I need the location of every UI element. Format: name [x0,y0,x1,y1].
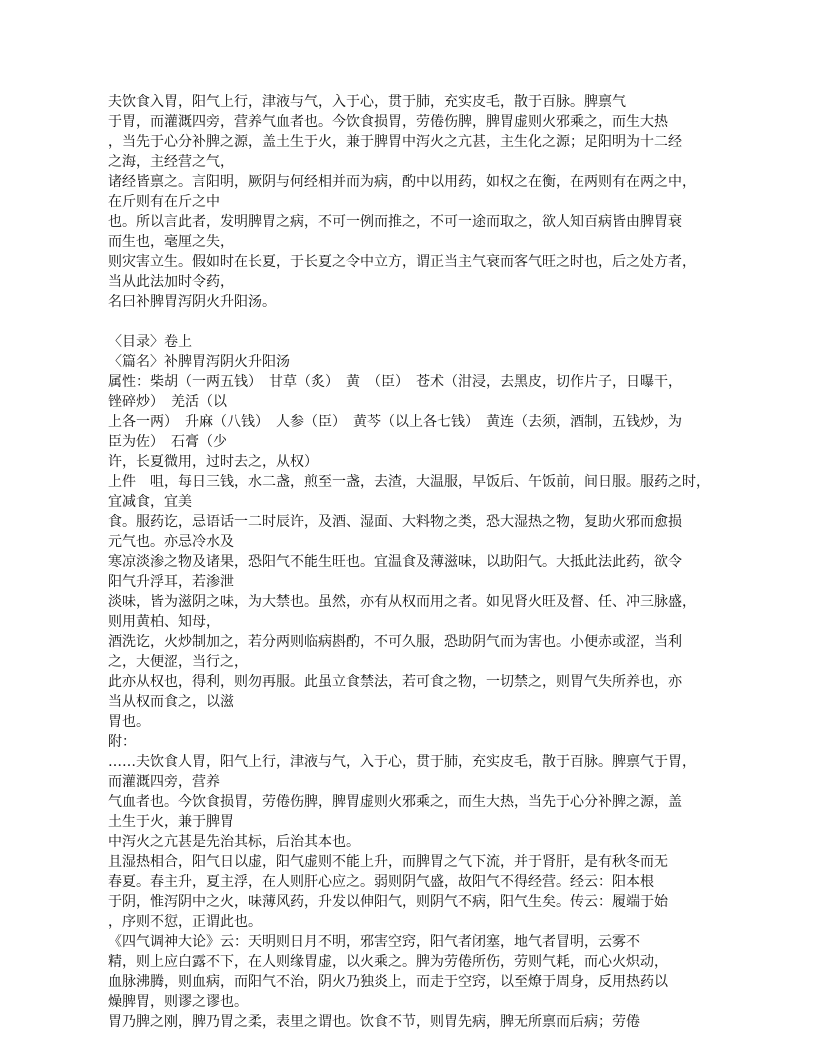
text-line: 附： [108,734,136,750]
text-line: 精，则上应白露不下，在人则缘胃虚，以火乘之。脾为劳倦所伤，劳则气耗，而心火炽动， [108,954,668,970]
text-line: 名曰补脾胃泻阴火升阳汤。 [108,294,276,310]
text-line: 上件 咀，每日三钱，水二盏，煎至一盏，去渣，大温服，早饭后、午饭前，间日服。服药之时， [108,474,710,490]
text-line: 燥脾胃，则谬之谬也。 [108,994,248,1010]
text-line: 淡味，皆为滋阴之味，为大禁也。虽然，亦有从权而用之者。如见肾火旺及督、任、冲三脉盛， [108,594,696,610]
document-page [108,92,708,1032]
chapter-title-line: 〈篇名〉补脾胃泻阴火升阳汤 [108,354,290,370]
paragraph-gap [108,312,708,332]
text-line: 属性：柴胡（一两五钱） 甘草（炙） 黄 （臣） 苍术（泔浸，去黑皮，切作片子，日曝干， [108,374,682,390]
text-line: 血脉沸腾，则血病，而阳气不治，阴火乃独炎上，而走于空窍，以至燎于周身，反用热药以 [108,974,668,990]
text-line: 而生也，毫厘之失， [108,234,234,250]
text-line: 于胃，而灌溉四旁，营养气血者也。今饮食损胃，劳倦伤脾，脾胃虚则火邪乘之，而生大热 [108,114,668,130]
text-line: 当从此法加时令药， [108,274,234,290]
text-line: 《四气调神大论》云：天明则日月不明，邪害空窍，阳气者闭塞，地气者冒明，云雾不 [108,934,640,950]
text-line: 锉碎炒） 羌活（以 [108,394,227,410]
text-line: 而灌溉四旁，营养 [108,774,220,790]
text-line: 则用黄柏、知母， [108,614,220,630]
text-line: 气血者也。今饮食损胃，劳倦伤脾，脾胃虚则火邪乘之，而生大热，当先于心分补脾之源，盖 [108,794,682,810]
text-line: 诸经皆禀之。言阳明，厥阴与何经相并而为病，酌中以用药，如权之在衡，在两则有在两之中， [108,174,696,190]
text-line: 阳气升浮耳，若渗泄 [108,574,234,590]
text-line: 食。服药讫，忌语话一二时辰许，及酒、湿面、大料物之类，恐大湿热之物，复助火邪而愈损 [108,514,682,530]
text-line: 胃乃脾之刚，脾乃胃之柔，表里之谓也。饮食不节，则胃先病，脾无所禀而后病；劳倦 [108,1014,640,1030]
text-line: 也。所以言此者，发明脾胃之病，不可一例而推之，不可一途而取之，欲人知百病皆由脾胃衰 [108,214,682,230]
text-line: 许，长夏微用，过时去之，从权） [108,454,318,470]
text-line: 上各一两） 升麻（八钱） 人参（臣） 黄芩（以上各七钱） 黄连（去须，酒制，五钱炒，为 [108,414,682,430]
text-line: 寒凉淡渗之物及诸果，恐阳气不能生旺也。宜温食及薄滋味，以助阳气。大抵此法此药，欲令 [108,554,682,570]
text-line: 中泻火之亢甚是先治其标，后治其本也。 [108,834,360,850]
catalog-line: 〈目录〉卷上 [108,334,192,350]
text-line: 夫饮食入胃，阳气上行，津液与气，入于心，贯于肺，充实皮毛，散于百脉。脾禀气 [108,94,626,110]
text-line: 之，大便涩，当行之， [108,654,248,670]
text-line: 臣为佐） 石膏（少 [108,434,227,450]
preface-block [108,92,708,312]
text-line: 则灾害立生。假如时在长夏，于长夏之令中立方，谓正当主气衰而客气旺之时也，后之处方者， [108,254,696,270]
text-line: 酒洗讫，火炒制加之，若分两则临病斟酌，不可久服，恐助阴气而为害也。小便赤或涩，当利 [108,634,682,650]
text-line: 此亦从权也，得利，则勿再服。此虽立食禁法，若可食之物，一切禁之，则胃气失所养也，亦 [108,674,682,690]
text-line: 之海，主经营之气， [108,154,234,170]
text-line: 宜减食，宜美 [108,494,192,510]
text-line: 于阴，惟泻阴中之火，味薄风药，升发以伸阳气，则阴气不病，阳气生矣。传云：履端于始 [108,894,668,910]
text-line: ，序则不愆，正谓此也。 [108,914,262,930]
body-block [108,332,708,1032]
text-line: ，当先于心分补脾之源，盖土生于火，兼于脾胃中泻火之亢甚，主生化之源；足阳明为十二经 [108,134,682,150]
text-line: 元气也。亦忌冷水及 [108,534,234,550]
text-line: 土生于火，兼于脾胃 [108,814,234,830]
text-line: ……夫饮食人胃，阳气上行，津液与气，入于心，贯于肺，充实皮毛，散于百脉。脾禀气于胃， [108,754,696,770]
text-line: 在斤则有在斤之中 [108,194,220,210]
text-line: 当从权而食之，以滋 [108,694,234,710]
text-line: 且湿热相合，阳气日以虚，阳气虚则不能上升，而脾胃之气下流，并于肾肝，是有秋冬而无 [108,854,668,870]
text-line: 春夏。春主升，夏主浮，在人则肝心应之。弱则阴气盛，故阳气不得经营。经云：阳本根 [108,874,654,890]
text-line: 胃也。 [108,714,150,730]
